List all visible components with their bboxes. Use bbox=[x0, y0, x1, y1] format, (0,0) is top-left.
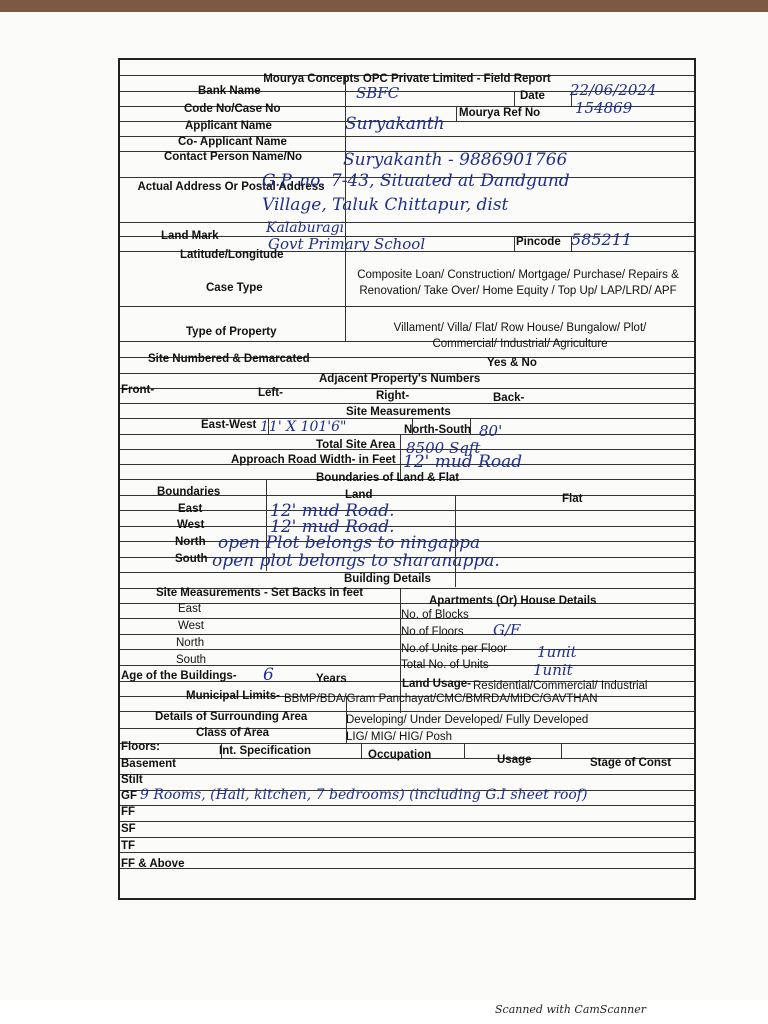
flat-label: Flat bbox=[562, 493, 583, 505]
no-floors-value: G/F bbox=[493, 621, 521, 639]
case-type-label: Case Type bbox=[206, 282, 263, 294]
north-south-label: North-South bbox=[404, 424, 472, 436]
north-land-value: open Plot belongs to ningappa bbox=[218, 533, 481, 553]
pincode-label: Pincode bbox=[516, 236, 561, 248]
top-edge-background bbox=[0, 0, 768, 12]
land-mark-label: Land Mark bbox=[161, 230, 219, 242]
yes-no-option: Yes & No bbox=[487, 357, 537, 369]
east-land-value: 12' mud Road. bbox=[270, 501, 395, 521]
ff-label: FF bbox=[121, 806, 136, 818]
setback-east-label: East bbox=[178, 603, 202, 615]
land-usage-options: Residential/Commercial/ Industrial bbox=[473, 680, 648, 692]
applicant-label: Applicant Name bbox=[185, 120, 272, 132]
age-label: Age of the Buildings- bbox=[121, 670, 237, 682]
adjacent-label: Adjacent Property's Numbers bbox=[319, 373, 481, 385]
bank-name-value: SBFC bbox=[356, 84, 400, 102]
pincode-value: 585211 bbox=[571, 230, 633, 249]
class-area-label: Class of Area bbox=[196, 727, 270, 739]
setback-north-label: North bbox=[176, 637, 205, 649]
land-mark-value: Govt Primary School bbox=[268, 235, 426, 253]
north-label: North bbox=[175, 536, 206, 548]
address-line1-value: G.P. no. 7-43, Situated at Dandgund bbox=[262, 171, 570, 191]
site-measurements-label: Site Measurements bbox=[346, 406, 451, 418]
units-per-floor-value: 1unit bbox=[537, 643, 577, 661]
municipal-label: Municipal Limits- bbox=[186, 690, 280, 702]
building-details-label: Building Details bbox=[344, 573, 431, 585]
no-floors-label: No.of Floors bbox=[401, 626, 464, 638]
code-no-label: Code No/Case No bbox=[184, 103, 281, 115]
boundaries-land-flat-label: Boundaries of Land & Flat bbox=[316, 472, 460, 484]
form-title: Mourya Concepts OPC Private Limited - Field Report bbox=[263, 73, 551, 85]
approach-road-label: Approach Road Width- in Feet bbox=[231, 454, 396, 466]
scan-footer: Scanned with CamScanner bbox=[495, 1003, 647, 1016]
age-value: 6 bbox=[263, 665, 274, 685]
apartments-label: Apartments (Or) House Details bbox=[429, 595, 597, 607]
class-area-options: LIG/ MIG/ HIG/ Posh bbox=[346, 731, 453, 743]
ff-above-label: FF & Above bbox=[121, 858, 185, 870]
bank-name-label: Bank Name bbox=[198, 85, 261, 97]
north-south-value: 80' bbox=[479, 422, 503, 440]
gf-label: GF bbox=[121, 790, 137, 802]
type-property-label: Type of Property bbox=[186, 326, 277, 338]
date-value: 22/06/2024 bbox=[570, 81, 657, 99]
floors-label: Floors: bbox=[121, 741, 160, 753]
usage-label: Usage bbox=[497, 754, 532, 766]
sf-label: SF bbox=[121, 823, 136, 835]
mourya-ref-value: 154869 bbox=[575, 99, 633, 117]
units-per-floor-label: No.of Units per Floor bbox=[401, 643, 508, 655]
setback-south-label: South bbox=[176, 654, 207, 666]
case-type-options: Composite Loan/ Construction/ Mortgage/ Purchase/ Repairs & Renovation/ Take Over/ Home Equity / Top Up/ LAP/LRD/ APF bbox=[357, 269, 679, 297]
east-west-value: 11' X 101'6" bbox=[260, 419, 347, 435]
co-applicant-label: Co- Applicant Name bbox=[178, 136, 287, 148]
setbacks-label: Site Measurements - Set Backs in feet bbox=[156, 587, 364, 599]
south-land-value: open plot belongs to sharanappa. bbox=[212, 551, 500, 571]
stilt-label: Stilt bbox=[121, 774, 143, 786]
surrounding-options: Developing/ Under Developed/ Fully Developed bbox=[346, 714, 589, 726]
east-label: East bbox=[178, 503, 203, 515]
total-site-label: Total Site Area bbox=[316, 439, 396, 451]
address-line3-value: Kalaburagi bbox=[266, 220, 345, 236]
contact-value: Suryakanth - 9886901766 bbox=[343, 150, 568, 170]
boundaries-label: Boundaries bbox=[157, 486, 221, 498]
municipal-options: BBMP/BDA/Gram Panchayat/CMC/BMRDA/MIDC/GAVTHAN bbox=[284, 693, 598, 705]
latlong-label: Latitude/Longitude bbox=[180, 249, 284, 261]
east-west-label: East-West bbox=[201, 419, 257, 431]
tf-label: TF bbox=[121, 840, 136, 852]
west-land-value: 12' mud Road. bbox=[270, 517, 395, 537]
approach-road-value: 12' mud Road bbox=[403, 452, 523, 472]
right-label: Right- bbox=[376, 390, 410, 402]
south-label: South bbox=[175, 553, 208, 565]
gf-detail-value: 9 Rooms, (Hall, kitchen, 7 bedrooms) (including G.I sheet roof) bbox=[140, 787, 588, 803]
back-label: Back- bbox=[493, 392, 525, 404]
site-numbered-label: Site Numbered & Demarcated bbox=[148, 353, 310, 365]
mourya-ref-label: Mourya Ref No bbox=[459, 107, 541, 119]
address-label: Actual Address Or Postal Address bbox=[137, 181, 325, 193]
occupation-label: Occupation bbox=[368, 749, 432, 761]
west-label: West bbox=[177, 519, 205, 531]
years-label: Years bbox=[316, 673, 347, 685]
land-usage-label: Land Usage- bbox=[402, 678, 472, 690]
type-property-options: Villament/ Villa/ Flat/ Row House/ Bungalow/ Plot/ Commercial/ Industrial/ Agriculture bbox=[393, 322, 647, 350]
applicant-value: Suryakanth bbox=[345, 114, 445, 134]
left-label: Left- bbox=[258, 387, 283, 399]
total-units-label: Total No. of Units bbox=[401, 659, 489, 671]
stage-label: Stage of Const bbox=[590, 757, 672, 769]
total-units-value: 1unit bbox=[533, 661, 573, 679]
date-label: Date bbox=[520, 90, 545, 102]
int-spec-label: Int. Specification bbox=[219, 745, 312, 757]
no-blocks-label: No. of Blocks bbox=[401, 609, 469, 621]
land-label: Land bbox=[345, 489, 373, 501]
total-site-value: 8500 Sqft bbox=[406, 439, 481, 457]
contact-label: Contact Person Name/No bbox=[164, 151, 303, 163]
setback-west-label: West bbox=[178, 620, 204, 632]
address-line2-value: Village, Taluk Chittapur, dist bbox=[262, 195, 509, 215]
front-label: Front- bbox=[121, 384, 155, 396]
basement-label: Basement bbox=[121, 758, 176, 770]
surrounding-label: Details of Surrounding Area bbox=[155, 711, 308, 723]
